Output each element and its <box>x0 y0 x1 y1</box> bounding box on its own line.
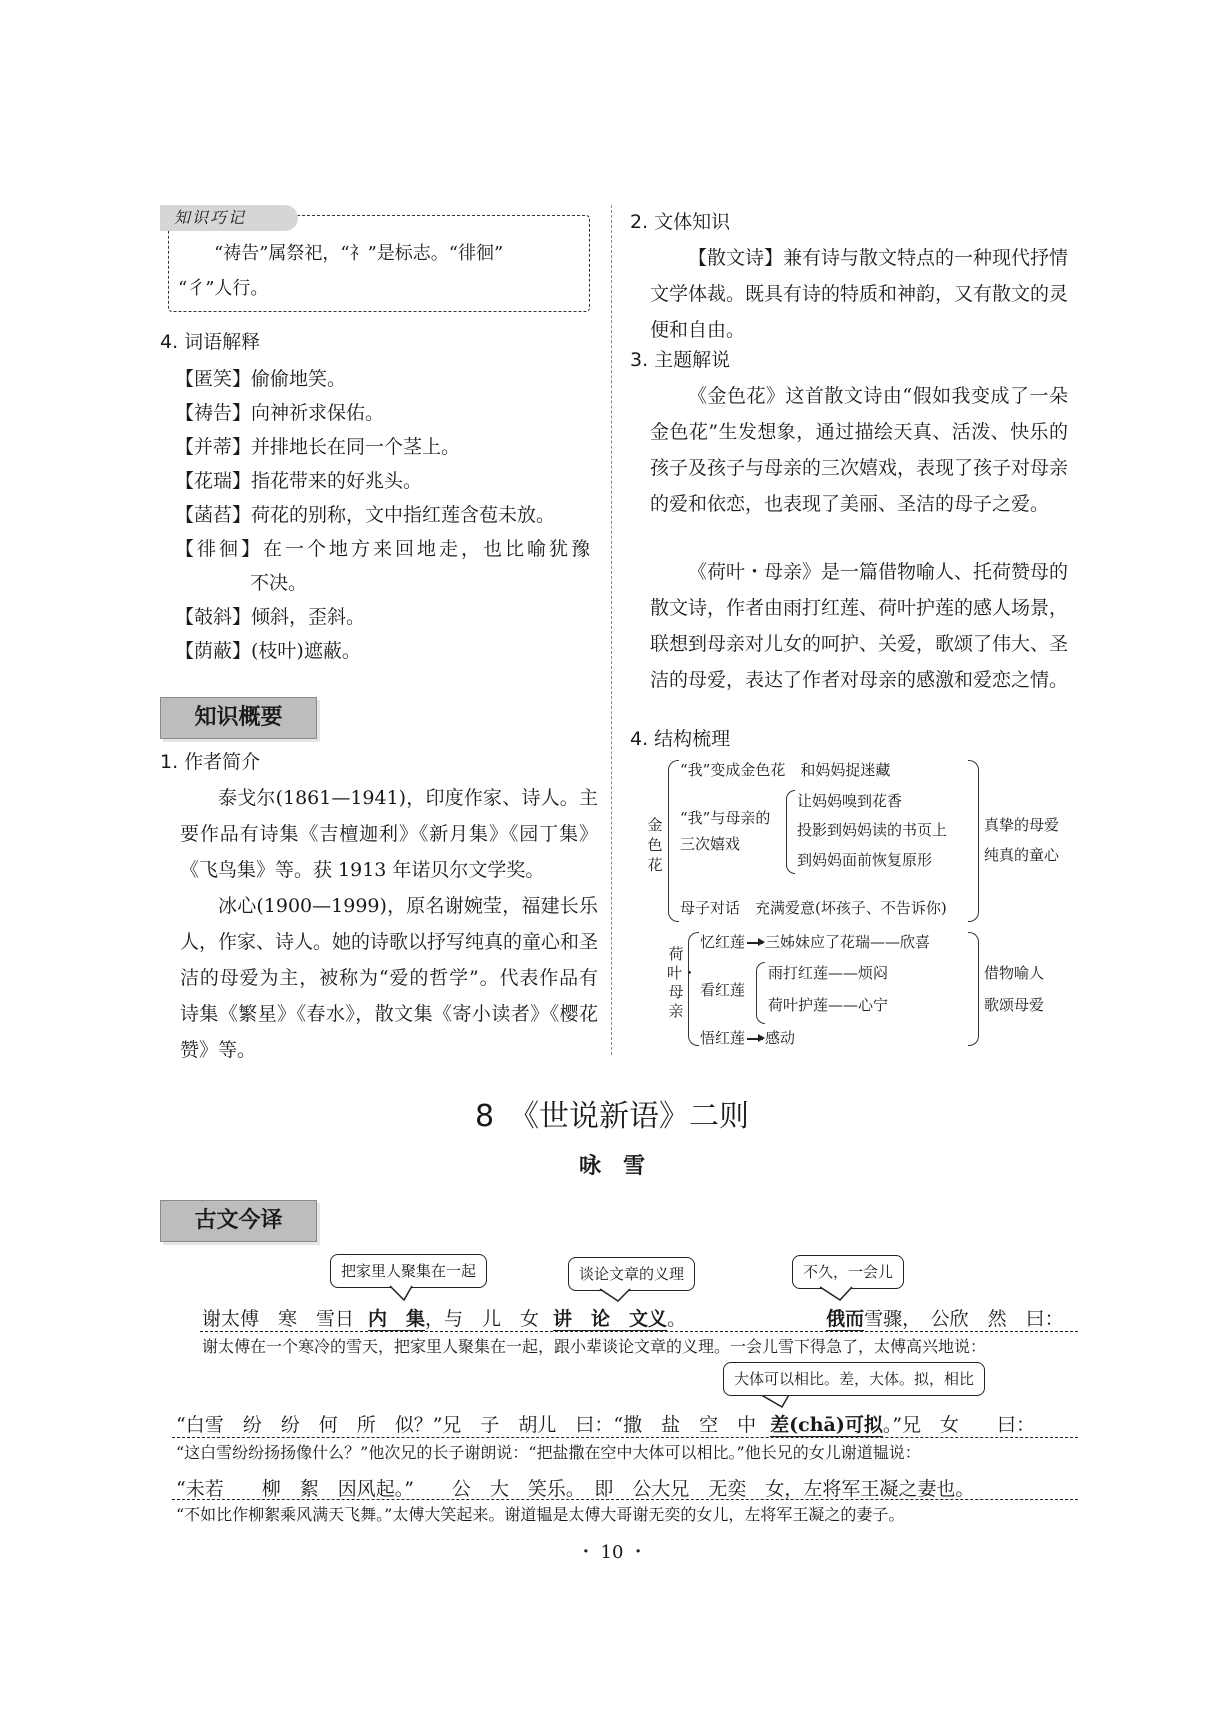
lesson-subtitle: 咏 雪 <box>578 1154 645 1179</box>
genre-heading: 2. 文体知识 <box>630 211 731 233</box>
callout-neiji: 把家里人聚集在一起 <box>330 1254 487 1288</box>
lotus-sub-2: 荷叶护莲——心宁 <box>768 996 889 1014</box>
orig-1b: 内 集 <box>368 1308 426 1330</box>
callout-eer: 不久，一会儿 <box>792 1255 904 1289</box>
vocab-item: 【攲斜】倾斜，歪斜。 <box>175 606 366 628</box>
orig-1e: 。 <box>667 1308 687 1330</box>
orig-2c: 。”兄 女 曰： <box>882 1414 1036 1436</box>
ancient-line-3: “未若 柳 絮 因风起。” 公 大 笑乐。 即 公大兄 无奕 女，左将军王凝之妻也。 <box>176 1478 975 1500</box>
structure-heading: 4. 结构梳理 <box>630 728 731 750</box>
golden-row-3: 母子对话 充满爱意(坏孩子、不告诉你) <box>680 899 947 917</box>
vocab-item: 【花瑞】指花带来的好兆头。 <box>175 470 423 492</box>
translation-line-3: “不如比作柳絮乘风满天飞舞。”太傅大笑起来。谢道韫是太傅大哥谢无奕的女儿，左将军王凝之的妻子。 <box>176 1505 905 1524</box>
golden-theme-2: 纯真的童心 <box>984 846 1060 864</box>
golden-sub-2: 投影到妈妈读的书页上 <box>797 821 948 839</box>
diagram-label-lotus: 荷叶・母亲 <box>667 945 698 1020</box>
vocab-item: 【徘徊】在一个地方来回地走，也比喻犹豫 <box>175 538 594 560</box>
lotus-sub-1: 雨打红莲——烦闷 <box>768 964 889 982</box>
memo-line-2: “彳”人行。 <box>178 278 269 299</box>
lotus-row-3-b: 感动 <box>765 1029 796 1047</box>
theme-heading: 3. 主题解说 <box>630 349 731 371</box>
tagore-intro: 泰戈尔(1861—1941)，印度作家、诗人。主要作品有诗集《吉檀迦利》《新月集》《园丁集》《飞鸟集》等。获 1913 年诺贝尔文学奖。 <box>180 787 598 881</box>
orig-1a: 谢太傅 寒 雪日 <box>202 1308 355 1330</box>
lotus-theme-1: 借物喻人 <box>984 964 1045 982</box>
memo-tag: 知识巧记 <box>160 205 298 231</box>
divider-line-3 <box>172 1499 1078 1500</box>
theme-paragraph-1: 《金色花》这首散文诗由“假如我变成了一朵金色花”生发想象，通过描绘天真、活泼、快乐的孩子及孩子与母亲的三次嬉戏，表现了孩子对母亲的爱和依恋，也表现了美丽、圣洁的母子之爱。 <box>650 385 1069 515</box>
lotus-row-1-b: 三姊妹应了花瑞——欣喜 <box>765 933 931 951</box>
ancient-line-1 <box>202 1304 1064 1331</box>
golden-theme-1: 真挚的母爱 <box>984 816 1060 834</box>
vocab-heading: 4. 词语解释 <box>160 331 261 353</box>
diagram-label-golden: 金色花 <box>647 816 663 874</box>
section-overview: 知识概要 <box>160 697 317 739</box>
vocab-item: 【并蒂】并排地长在同一个茎上。 <box>175 436 461 458</box>
bingxin-intro: 冰心(1900—1999)，原名谢婉莹，福建长乐人，作家、诗人。她的诗歌以抒写纯真的童心和圣洁的母爱为主，被称为“爱的哲学”。代表作品有诗集《繁星》《春水》，散文集《寄小读者》《樱花赞》等。 <box>180 895 599 1061</box>
callout-jianglun: 谈论文章的义理 <box>568 1257 695 1291</box>
translation-line-1: 谢太傅在一个寒冷的雪天，把家里人聚集在一起，跟小辈谈论文章的义理。一会儿雪下得急了，太傅高兴地说： <box>202 1337 987 1356</box>
golden-row-1: “我”变成金色花 和妈妈捉迷藏 <box>680 761 891 779</box>
author-heading: 1. 作者简介 <box>160 751 261 773</box>
lotus-row-3-a: 悟红莲 <box>700 1029 746 1047</box>
lotus-row-1-a: 忆红莲 <box>700 933 746 951</box>
theme-paragraph-2: 《荷叶・母亲》是一篇借物喻人、托荷赞母的散文诗，作者由雨打红莲、荷叶护莲的感人场景，联想到母亲对儿女的呵护、关爱，歌颂了伟大、圣洁的母爱，表达了作者对母亲的感激和爱恋之情。 <box>650 561 1069 691</box>
orig-2a: “白雪 纷 纷 何 所 似？”兄 子 胡儿 曰：“撒 盐 空 中 <box>176 1414 757 1436</box>
orig-1g: 雪骤， 公欣 然 曰： <box>864 1308 1064 1330</box>
orig-1f: 俄而 <box>826 1308 865 1330</box>
ancient-line-2 <box>176 1410 1035 1437</box>
vocab-item: 【菡萏】荷花的别称，文中指红莲含苞未放。 <box>175 504 556 526</box>
orig-1c: ，与 儿 女 <box>425 1308 540 1330</box>
translation-line-2: “这白雪纷纷扬扬像什么？”他次兄的长子谢朗说：“把盐撒在空中大体可以相比。”他长兄的女儿谢道韫说： <box>176 1443 921 1462</box>
golden-sub-1: 让妈妈嗅到花香 <box>797 792 903 810</box>
lotus-theme-2: 歌颂母爱 <box>984 996 1045 1014</box>
golden-row-2b: 三次嬉戏 <box>680 835 741 853</box>
memo-line-1: “祷告”属祭祀，“礻”是标志。“徘徊” <box>214 243 504 264</box>
orig-1d: 讲 论 文义 <box>553 1308 668 1330</box>
divider-line-1 <box>200 1331 1078 1332</box>
orig-2b: 差(chā)可拟 <box>770 1414 883 1436</box>
section-translation: 古文今译 <box>160 1200 317 1242</box>
golden-sub-3: 到妈妈面前恢复原形 <box>797 851 933 869</box>
genre-text: 【散文诗】兼有诗与散文特点的一种现代抒情文学体裁。既具有诗的特质和神韵，又有散文的灵便和自由。 <box>650 247 1069 341</box>
page-number: ・ 10 ・ <box>576 1542 648 1563</box>
vocab-item: 【匿笑】偷偷地笑。 <box>175 368 347 390</box>
divider-line-2 <box>172 1437 1078 1438</box>
golden-row-2a: “我”与母亲的 <box>680 809 771 827</box>
vocab-item: 【荫蔽】(枝叶)遮蔽。 <box>175 640 361 662</box>
callout-chaniyi: 大体可以相比。差，大体。拟，相比 <box>723 1362 985 1396</box>
vocab-item: 【祷告】向神祈求保佑。 <box>175 402 385 424</box>
lesson-title: 8 《世说新语》二则 <box>474 1099 750 1134</box>
vocab-item: 不决。 <box>250 572 308 594</box>
lotus-row-2: 看红莲 <box>700 981 746 999</box>
